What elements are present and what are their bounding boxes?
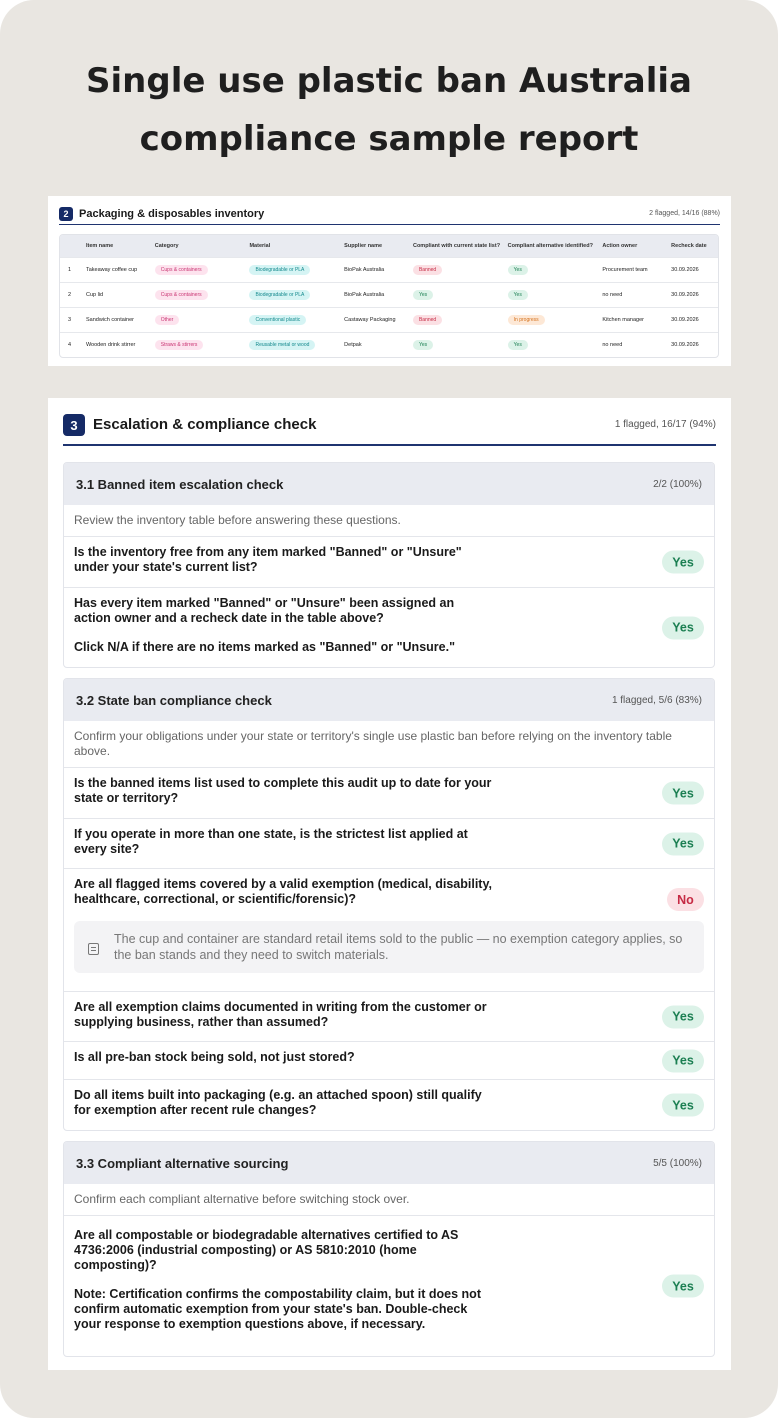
column-header: Action owner	[602, 243, 638, 249]
column-header: Compliant alternative identified?	[507, 243, 593, 249]
row-number: 3	[68, 317, 72, 323]
question-row	[64, 819, 714, 869]
category-pill: Other	[155, 315, 180, 325]
compliance-status-pill: Banned	[413, 265, 442, 275]
subsection-score: 2/2 (100%)	[653, 478, 702, 490]
recheck-date-cell: 30.09.2026	[671, 292, 699, 298]
escalation-section	[48, 398, 731, 1370]
supplier-cell: BioPak Australia	[344, 292, 385, 298]
table-row[interactable]	[60, 257, 718, 282]
table-row[interactable]	[60, 307, 718, 332]
alternative-status-pill: In progress	[508, 315, 545, 325]
material-pill: Biodegradable or PLA	[249, 290, 310, 300]
subsection-instructions: Confirm each compliant alternative before switching stock over.	[64, 1184, 714, 1216]
question-main-text: Has every item marked "Banned" or "Unsure" been assigned an action owner and a recheck date in the table above?	[74, 596, 455, 625]
section-number-badge: 2	[59, 207, 73, 221]
question-row	[64, 768, 714, 819]
action-owner-cell: Procurement team	[602, 267, 648, 273]
page-title-line-2: compliance sample report	[139, 119, 639, 159]
question-text	[74, 596, 494, 655]
question-row	[64, 1042, 714, 1080]
subsection-title: 3.2 State ban compliance check	[76, 692, 272, 708]
supplier-cell: Detpak	[344, 342, 362, 348]
subsection-header[interactable]	[64, 463, 714, 505]
column-header: Supplier name	[344, 243, 383, 249]
subsection-header[interactable]	[64, 679, 714, 721]
category-pill: Cups & containers	[155, 290, 208, 300]
question-text: Do all items built into packaging (e.g. an attached spoon) still qualify for exemption after recent rule changes?	[74, 1088, 482, 1117]
table-row[interactable]	[60, 332, 718, 357]
question-text: Is the inventory free from any item marked "Banned" or "Unsure" under your state's current list?	[74, 545, 462, 574]
question-text: Are all exemption claims documented in writing from the customer or supplying business, rather than assumed?	[74, 1000, 487, 1029]
subsection-header[interactable]	[64, 1142, 714, 1184]
page-title	[0, 52, 778, 168]
action-owner-cell: no need	[602, 292, 623, 298]
compliance-status-pill: Yes	[413, 290, 433, 300]
question-row	[64, 1080, 714, 1130]
answer-badge-yes[interactable]: Yes	[662, 782, 704, 805]
material-pill: Conventional plastic	[249, 315, 306, 325]
section-score: 1 flagged, 16/17 (94%)	[614, 419, 716, 430]
question-text: Are all flagged items covered by a valid exemption (medical, disability, healthcare, correctional, or scientific/forensic)?	[74, 877, 492, 906]
subsection-3-1	[63, 462, 715, 668]
escalation-section-header	[63, 414, 716, 446]
action-owner-cell: no need	[602, 342, 623, 348]
question-row	[64, 1216, 714, 1356]
question-row	[64, 992, 714, 1042]
question-text: If you operate in more than one state, is the strictest list applied at every site?	[74, 827, 468, 856]
column-header: Material	[249, 243, 271, 249]
table-header-row	[60, 235, 718, 257]
section-score: 2 flagged, 14/16 (88%)	[649, 210, 720, 217]
inventory-table	[59, 234, 719, 358]
question-text: Is the banned items list used to complete this audit up to date for your state or territory?	[74, 776, 492, 805]
item-name-cell: Sandwich container	[85, 317, 134, 323]
compliance-status-pill: Yes	[413, 340, 433, 350]
row-number: 4	[68, 342, 72, 348]
answer-badge-no[interactable]: No	[667, 888, 704, 911]
answer-badge-yes[interactable]: Yes	[662, 551, 704, 574]
supplier-cell: Castaway Packaging	[344, 317, 396, 323]
subsection-score: 1 flagged, 5/6 (83%)	[611, 694, 702, 706]
supplier-cell: BioPak Australia	[344, 267, 385, 273]
recheck-date-cell: 30.09.2026	[671, 317, 699, 323]
question-main-text: Are all compostable or biodegradable alternatives certified to AS 4736:2006 (industrial composting) or AS 5810:2010 (home composting)?	[74, 1228, 459, 1272]
column-header: Compliant with current state list?	[412, 243, 500, 249]
section-title: Packaging & disposables inventory	[79, 207, 265, 220]
material-pill: Reusable metal or wood	[249, 340, 315, 350]
recheck-date-cell: 30.09.2026	[671, 342, 699, 348]
inventory-section-header	[59, 203, 720, 225]
material-pill: Biodegradable or PLA	[249, 265, 310, 275]
table-row[interactable]	[60, 282, 718, 307]
item-name-cell: Takeaway coffee cup	[85, 267, 138, 273]
answer-badge-yes[interactable]: Yes	[662, 832, 704, 855]
column-header: Item name	[85, 243, 114, 249]
answer-badge-yes[interactable]: Yes	[662, 1275, 704, 1298]
section-title: Escalation & compliance check	[93, 416, 317, 433]
page-title-line-1: Single use plastic ban Australia	[86, 61, 692, 101]
category-pill: Straws & stirrers	[155, 340, 204, 350]
compliance-status-pill: Banned	[413, 315, 442, 325]
question-text	[74, 1224, 494, 1332]
recheck-date-cell: 30.09.2026	[671, 267, 699, 273]
subsection-score: 5/5 (100%)	[653, 1157, 702, 1169]
subsection-title: 3.1 Banned item escalation check	[76, 476, 284, 492]
item-name-cell: Cup lid	[85, 292, 104, 298]
subsection-instructions: Confirm your obligations under your state or territory's single use plastic ban before relying on the inventory table above.	[64, 721, 714, 768]
question-guidance-text: Click N/A if there are no items marked as "Banned" or "Unsure."	[74, 640, 455, 654]
question-guidance-text: Note: Certification confirms the compostability claim, but it does not confirm automatic exemption from your state's ban. Double-check your response to exemption questions above, if necessary.	[74, 1287, 481, 1331]
flag-comment-text: The cup and container are standard retail items sold to the public — no exemption category applies, so the ban stands and they need to switch materials.	[114, 932, 683, 962]
column-header: Recheck date	[671, 243, 707, 249]
section-number-badge: 3	[63, 414, 85, 436]
question-row-flagged	[64, 869, 714, 992]
subsection-instructions: Review the inventory table before answering these questions.	[64, 505, 714, 537]
alternative-status-pill: Yes	[508, 290, 528, 300]
answer-badge-yes[interactable]: Yes	[662, 616, 704, 639]
item-name-cell: Wooden drink stirrer	[85, 342, 136, 348]
subsection-3-3	[63, 1141, 715, 1357]
alternative-status-pill: Yes	[508, 265, 528, 275]
action-owner-cell: Kitchen manager	[602, 317, 644, 323]
question-row	[64, 588, 714, 667]
row-number: 1	[68, 267, 72, 273]
answer-badge-yes[interactable]: Yes	[662, 1094, 704, 1117]
row-number: 2	[68, 292, 72, 298]
alternative-status-pill: Yes	[508, 340, 528, 350]
question-text: Is all pre-ban stock being sold, not just stored?	[74, 1050, 355, 1064]
note-icon	[88, 943, 99, 955]
category-pill: Cups & containers	[155, 265, 208, 275]
question-row	[64, 537, 714, 588]
answer-badge-yes[interactable]: Yes	[662, 1049, 704, 1072]
column-header: Category	[154, 243, 179, 249]
subsection-title: 3.3 Compliant alternative sourcing	[76, 1155, 289, 1171]
inventory-section	[48, 196, 731, 366]
subsection-3-2	[63, 678, 715, 1131]
flag-comment	[74, 921, 704, 973]
answer-badge-yes[interactable]: Yes	[662, 1005, 704, 1028]
